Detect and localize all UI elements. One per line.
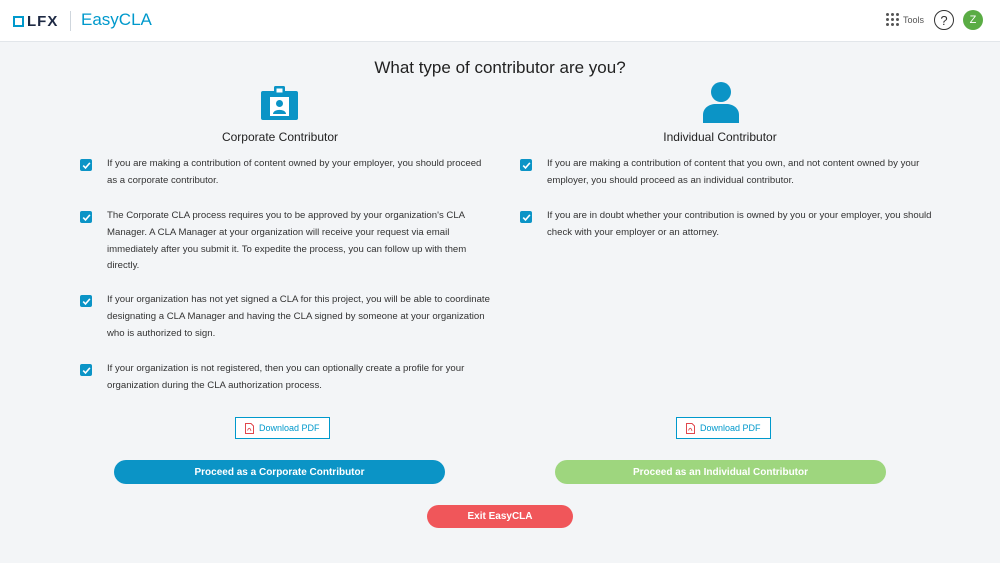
individual-item-text: If you are in doubt whether your contribution is owned by you or your employer, you should check with your employer or an attorney. [547, 210, 932, 238]
individual-item-text: If you are making a contribution of content that you own, and not content owned by your employer, you should proceed as an individual contributor. [547, 158, 920, 186]
checkbox-checked[interactable] [520, 211, 532, 223]
tools-menu[interactable] [886, 13, 924, 26]
header-divider [70, 11, 71, 31]
page-title: What type of contributor are you? [374, 58, 626, 77]
pdf-file-icon [686, 423, 695, 434]
pdf-file-icon [245, 423, 254, 434]
corporate-item-text: If your organization has not yet signed a CLA for this project, you will be able to coordinate designating a CLA Manager and having the CLA signed by someone at your organization who is authorized to sign. [107, 294, 490, 339]
app-name[interactable]: EasyCLA [81, 10, 152, 29]
checkbox-checked[interactable] [80, 159, 92, 171]
tools-label: Tools [903, 14, 925, 25]
proceed-individual-button[interactable]: Proceed as an Individual Contributor [555, 460, 886, 484]
apps-grid-icon [886, 13, 899, 26]
proceed-corporate-button[interactable]: Proceed as a Corporate Contributor [114, 460, 445, 484]
corporate-item-text: The Corporate CLA process requires you to be approved by your organization's CLA Manager. A CLA Manager at your organization will receive your request via email immediately after you submit it. To expedite the process, you can follow up with them directly. [107, 210, 467, 272]
download-pdf-label: Download PDF [259, 423, 320, 433]
individual-heading: Individual Contributor [663, 130, 777, 144]
corporate-heading: Corporate Contributor [221, 130, 339, 144]
exit-easycla-button[interactable]: Exit EasyCLA [427, 505, 573, 528]
individual-download-pdf-button[interactable] [676, 417, 771, 439]
corporate-item-text: If you are making a contribution of content owned by your employer, you should proceed as a corporate contributor. [107, 158, 482, 186]
checkbox-checked[interactable] [80, 295, 92, 307]
top-header [0, 0, 1000, 42]
lfx-logo-text: LFX [27, 12, 59, 30]
user-icon [703, 82, 739, 128]
checkbox-checked[interactable] [520, 159, 532, 171]
checkbox-checked[interactable] [80, 364, 92, 376]
help-icon[interactable]: ? [934, 10, 954, 30]
lfx-logo-mark [13, 16, 24, 27]
lfx-logo[interactable] [13, 12, 58, 30]
user-avatar[interactable]: Z [963, 10, 983, 30]
checkbox-checked[interactable] [80, 211, 92, 223]
download-pdf-label: Download PDF [700, 423, 761, 433]
corporate-download-pdf-button[interactable] [235, 417, 330, 439]
id-badge-icon [261, 86, 298, 125]
corporate-item-text: If your organization is not registered, then you can optionally create a profile for your organization during the CLA authorization process. [107, 363, 465, 391]
